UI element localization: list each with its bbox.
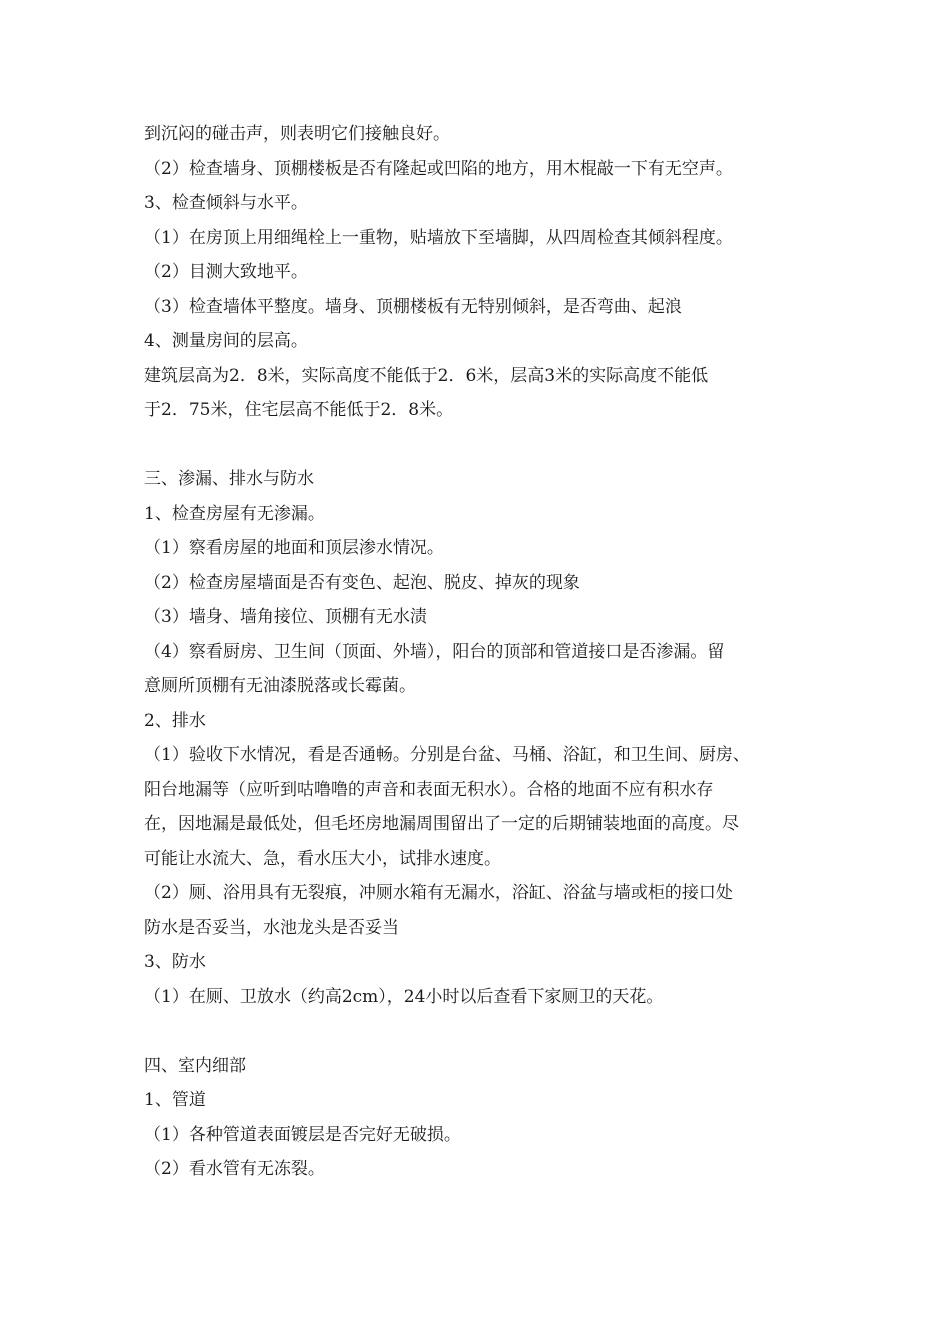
section-heading: 1、管道: [144, 1090, 206, 1110]
text-line: （2）检查房屋墙面是否有变色、起泡、脱皮、掉灰的现象: [144, 572, 580, 593]
text-line: （1）各种管道表面镀层是否完好无破损。: [144, 1124, 461, 1145]
document-body: [144, 117, 809, 1187]
text-line: （1）在厕、卫放水（约高2cm），24小时以后查看下家厕卫的天花。: [144, 986, 664, 1007]
blank-line: [144, 428, 809, 463]
text-line: 可能让水流大、急，看水压大小，试排水速度。: [144, 848, 501, 869]
blank-line: [144, 1014, 809, 1049]
text-line: （1）验收下水情况，看是否通畅。分别是台盆、马桶、浴缸，和卫生间、厨房、: [144, 745, 750, 765]
chapter-heading: 四、室内细部: [144, 1055, 246, 1076]
text-line: （1）在房顶上用细绳栓上一重物，贴墙放下至墙脚，从四周检查其倾斜程度。: [144, 227, 733, 248]
text-line: （3）墙身、墙角接位、顶棚有无水渍: [144, 607, 427, 627]
text-line: 意厕所顶棚有无油漆脱落或长霉菌。: [144, 676, 416, 696]
text-line: （2）目测大致地平。: [144, 262, 308, 282]
text-line: （2）厕、浴用具有无裂痕，冲厕水箱有无漏水，浴缸、浴盆与墙或柜的接口处: [144, 883, 733, 903]
section-heading: 1、检查房屋有无渗漏。: [144, 503, 325, 524]
text-line: （4）察看厨房、卫生间（顶面、外墙），阳台的顶部和管道接口是否渗漏。留: [144, 641, 725, 662]
section-heading: 2、排水: [144, 710, 206, 731]
section-heading: 4、测量房间的层高。: [144, 331, 308, 351]
section-heading: 3、防水: [144, 952, 206, 972]
chapter-heading: 三、渗漏、排水与防水: [144, 469, 314, 489]
text-line: 于2．75米，住宅层高不能低于2．8米。: [144, 400, 454, 420]
section-heading: 3、检查倾斜与水平。: [144, 193, 308, 213]
text-line: 在，因地漏是最低处，但毛坯房地漏周围留出了一定的后期铺装地面的高度。尽: [144, 814, 739, 834]
text-line: 防水是否妥当，水池龙头是否妥当: [144, 917, 399, 938]
text-line: （2）检查墙身、顶棚楼板是否有隆起或凹陷的地方，用木棍敲一下有无空声。: [144, 158, 733, 179]
text-line: （3）检查墙体平整度。墙身、顶棚楼板有无特别倾斜，是否弯曲、起浪: [144, 296, 682, 317]
text-line: 阳台地漏等（应听到咕噜噜的声音和表面无积水）。合格的地面不应有积水存: [144, 779, 714, 800]
text-line: （2）看水管有无冻裂。: [144, 1159, 325, 1179]
text-line: 建筑层高为2．8米，实际高度不能低于2．6米，层高3米的实际高度不能低: [144, 365, 709, 386]
text-line: 到沉闷的碰击声，则表明它们接触良好。: [144, 124, 450, 144]
text-line: （1）察看房屋的地面和顶层渗水情况。: [144, 538, 444, 558]
